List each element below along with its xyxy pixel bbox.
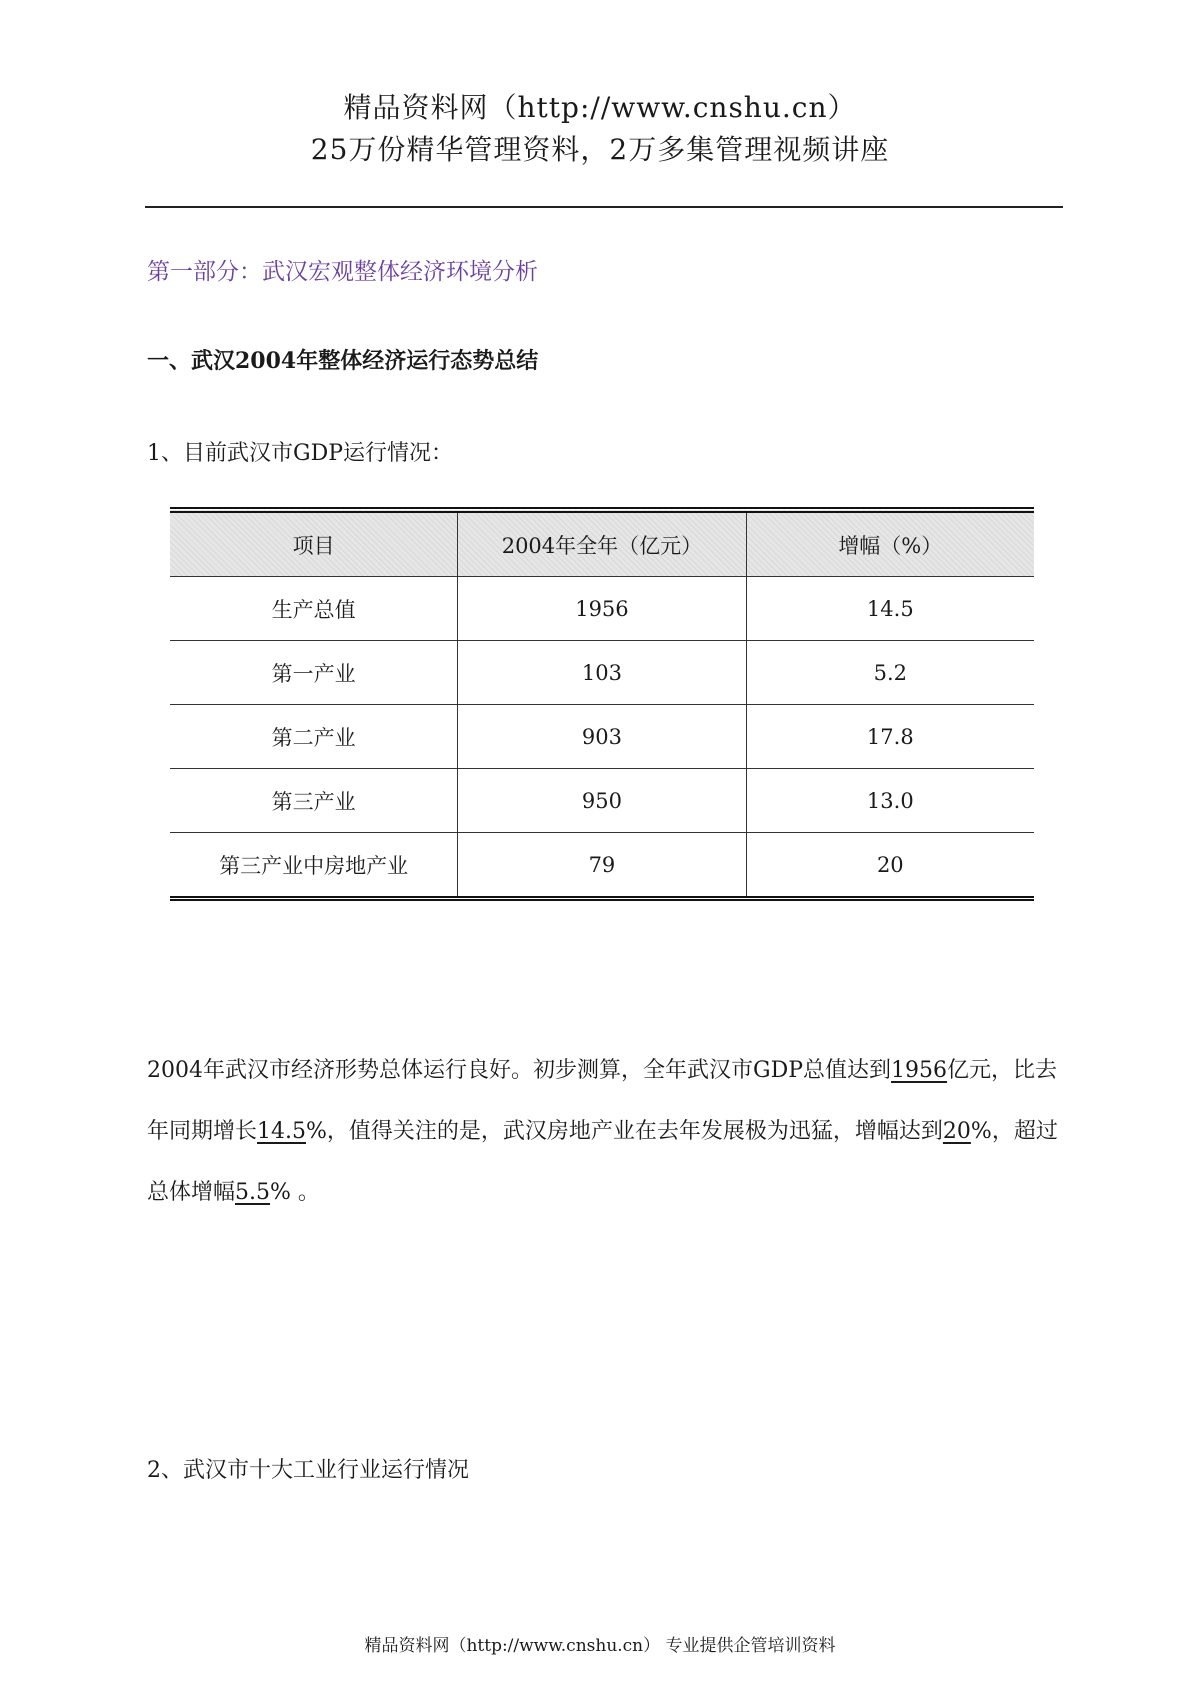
paragraph-text: % 。 bbox=[270, 1180, 320, 1205]
table-header-value: 2004年全年（亿元） bbox=[458, 510, 746, 577]
section-title: 第一部分：武汉宏观整体经济环境分析 bbox=[147, 259, 538, 285]
table-header-row bbox=[170, 510, 1034, 577]
heading-economic-summary: 一、武汉2004年整体经济运行态势总结 bbox=[147, 348, 539, 374]
paragraph-text: 亿元，比去年同期增长 bbox=[147, 1058, 1058, 1144]
summary-paragraph bbox=[147, 1040, 1063, 1223]
subheading-gdp: 1、目前武汉市GDP运行情况： bbox=[147, 441, 454, 466]
excess-growth-value: 5.5 bbox=[235, 1180, 271, 1205]
subheading-industry: 2、武汉市十大工业行业运行情况 bbox=[147, 1458, 469, 1483]
header-subtitle: 25万份精华管理资料，2万多集管理视频讲座 bbox=[310, 133, 890, 166]
table-row bbox=[170, 705, 1034, 769]
table-cell: 950 bbox=[458, 769, 746, 833]
table-cell: 第三产业中房地产业 bbox=[170, 833, 458, 899]
table-cell: 13.0 bbox=[746, 769, 1034, 833]
table-cell: 20 bbox=[746, 833, 1034, 899]
table-cell: 第一产业 bbox=[170, 641, 458, 705]
table-row bbox=[170, 769, 1034, 833]
table-row bbox=[170, 833, 1034, 899]
paragraph-text: 2004年武汉市经济形势总体运行良好。初步测算，全年武汉市GDP总值达到 bbox=[147, 1058, 892, 1083]
table-header-growth: 增幅（%） bbox=[746, 510, 1034, 577]
table-cell: 生产总值 bbox=[170, 577, 458, 641]
gdp-table bbox=[170, 507, 1034, 901]
paragraph-text: %，超过总体增幅 bbox=[147, 1119, 1058, 1205]
table-cell: 5.2 bbox=[746, 641, 1034, 705]
table-cell: 第二产业 bbox=[170, 705, 458, 769]
real-estate-growth-value: 20 bbox=[942, 1119, 971, 1144]
table-cell: 903 bbox=[458, 705, 746, 769]
table-cell: 17.8 bbox=[746, 705, 1034, 769]
table-cell: 1956 bbox=[458, 577, 746, 641]
table-row bbox=[170, 577, 1034, 641]
table-cell: 79 bbox=[458, 833, 746, 899]
page-footer: 精品资料网（http://www.cnshu.cn） 专业提供企管培训资料 bbox=[364, 1636, 836, 1656]
gdp-total-value: 1956 bbox=[891, 1058, 948, 1083]
table-row bbox=[170, 641, 1034, 705]
table-cell: 14.5 bbox=[746, 577, 1034, 641]
gdp-growth-value: 14.5 bbox=[257, 1119, 306, 1144]
paragraph-text: %，值得关注的是，武汉房地产业在去年发展极为迅猛，增幅达到 bbox=[306, 1119, 943, 1144]
table-cell: 103 bbox=[458, 641, 746, 705]
table-header-item: 项目 bbox=[170, 510, 458, 577]
header-divider bbox=[145, 206, 1063, 208]
table-cell: 第三产业 bbox=[170, 769, 458, 833]
header-title: 精品资料网（http://www.cnshu.cn） bbox=[343, 91, 857, 124]
